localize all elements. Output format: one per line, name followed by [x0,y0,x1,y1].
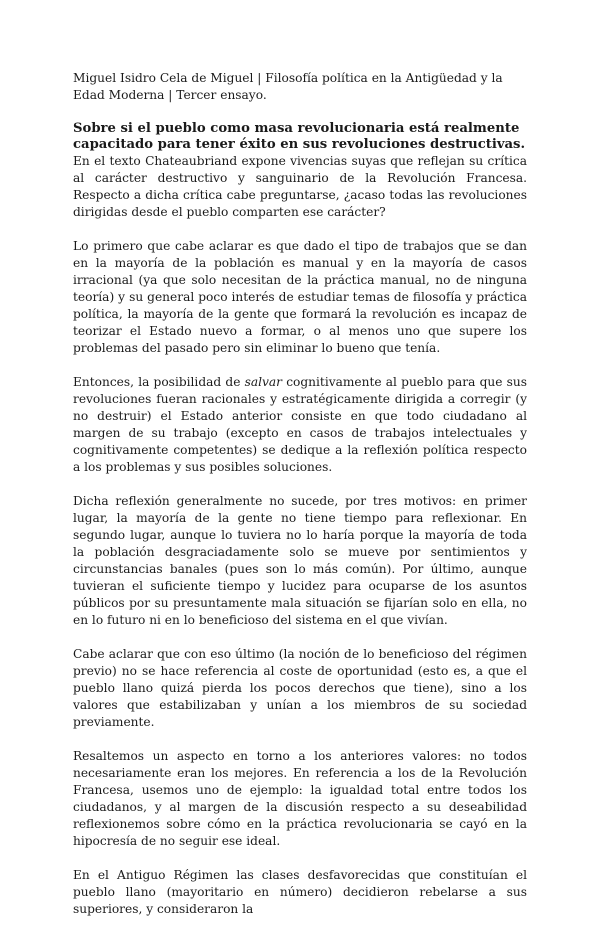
paragraph-2: Lo primero que cabe aclarar es que dado el tipo de trabajos que se dan en la mayoría de la población es manual y en la mayoría de casos irracional (ya que solo necesitan de la práctica manual, no de ninguna teoría) y su general poco interés de estudiar temas de filosofía y práctica política, la mayoría de la gente que formará la revolución es incapaz de teorizar el Estado nuevo a formar, o al menos uno que supere los problemas del pasado pero sin eliminar lo bueno que tenía. [73,239,527,355]
paragraph-7: En el Antiguo Régimen las clases desfavorecidas que constituían el pueblo llano (mayoritario en número) decidieron rebelarse a sus superiores, y consideraron la [73,868,527,916]
paragraph-3-rest: cognitivamente al pueblo para que sus revoluciones fueran racionales y estratégicamente dirigida a corregir (y no destruir) el Estado anterior consiste en que todo ciudadano al margen de su trabajo (excepto en casos de trabajos intelectuales y cognitivamente competentes) se dedique a la reflexión política respecto a los problemas y sus posibles soluciones. [73,375,528,474]
document-page [73,70,527,935]
paragraph-4: Dicha reflexión generalmente no sucede, por tres motivos: en primer lugar, la mayoría de la gente no tiene tiempo para reflexionar. En segundo lugar, aunque lo tuviera no lo haría porque la mayoría de toda la población desgraciadamente solo se mueve por sentimientos y circunstancias banales (pues son lo más común). Por último, aunque tuvieran el suficiente tiempo y lucidez para ocuparse de los asuntos públicos por su presuntamente mala situación se fijarían solo en ella, no en lo futuro ni en lo beneficioso del sistema en el que vivían. [73,494,527,627]
paragraph-5: Cabe aclarar que con eso último (la noción de lo beneficioso del régimen previo) no se hace referencia al coste de oportunidad (esto es, a que el pueblo llano quizá pierda los pocos derechos que tiene), sino a los valores que estabilizaban y unían a los miembros de su sociedad previamente. [73,647,527,729]
paragraph-3 [73,374,527,476]
italic-word: salvar [244,375,283,389]
paragraph-6: Resaltemos un aspecto en torno a los anteriores valores: no todos necesariamente eran los mejores. En referencia a los de la Revolución Francesa, usemos uno de ejemplo: la igualdad total entre todos los ciudadanos, y al margen de la discusión respecto a su deseabilidad reflexionemos sobre cómo en la práctica revolucionaria se cayó en la hipocresía de no seguir ese ideal. [73,749,527,848]
document-header: Miguel Isidro Cela de Miguel | Filosofía política en la Antigüedad y la Edad Moderna | Tercer ensayo. [73,71,503,102]
paragraph-3-start: Entonces, la posibilidad de [73,375,245,389]
paragraph-1: En el texto Chateaubriand expone vivencias suyas que reflejan su crítica al carácter destructivo y sanguinario de la Revolución Francesa. Respecto a dicha crítica cabe preguntarse, ¿acaso todas las revoluciones dirigidas desde el pueblo comparten ese carácter? [73,154,527,219]
essay-title: Sobre si el pueblo como masa revolucionaria está realmente capacitado para tener éxito en sus revoluciones destructivas. [73,121,526,152]
